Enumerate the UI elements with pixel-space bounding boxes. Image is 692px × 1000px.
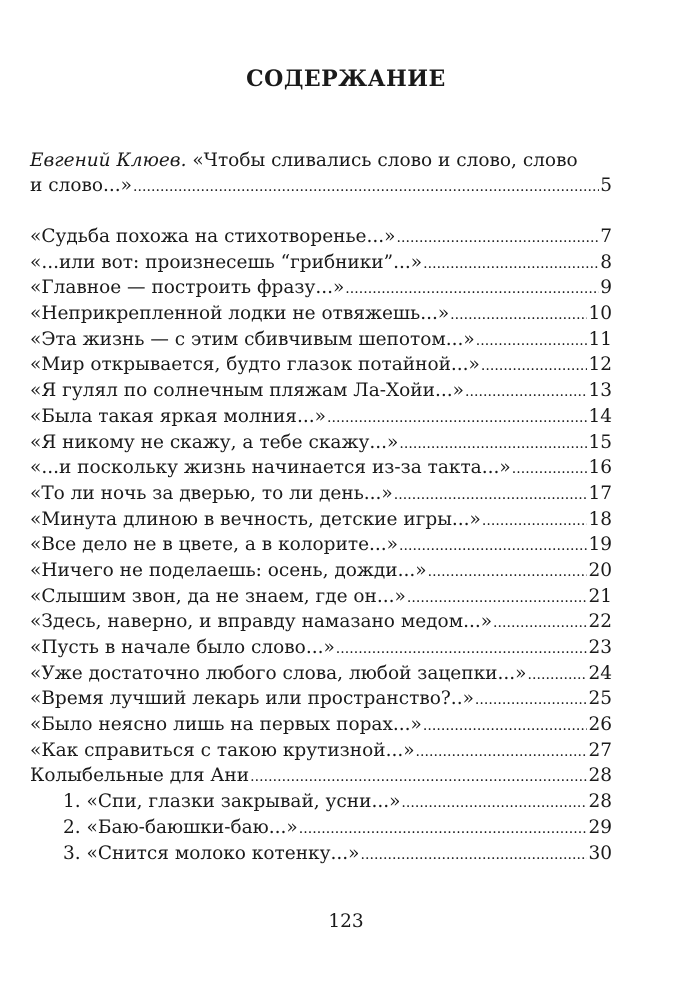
toc-entry-page: 28 [588, 791, 612, 813]
toc-entry-page: 21 [588, 585, 612, 607]
toc-entry-page: 20 [588, 559, 612, 581]
toc-entry-title: «Ничего не поделаешь: осень, дожди...» [30, 559, 427, 581]
toc-entry [30, 841, 612, 867]
toc-entry-title: «Я никому не скажу, а тебе скажу...» [30, 431, 399, 453]
dot-leader [493, 609, 587, 637]
toc-entry-title: «Эта жизнь — с этим сбивчивым шепотом...» [30, 328, 475, 350]
toc-entry-page: 27 [588, 739, 612, 761]
toc-entry-page: 13 [588, 380, 612, 402]
toc-entry-page: 10 [588, 303, 612, 325]
toc-spacer [30, 198, 612, 224]
dot-leader [250, 763, 587, 791]
toc-entry [30, 686, 612, 712]
toc-entry [30, 738, 612, 764]
toc-entry-page: 16 [588, 457, 612, 479]
toc-subentries [30, 789, 612, 866]
toc-entry [30, 481, 612, 507]
toc-entry-title: «Минута длиною в вечность, детские игры...» [30, 508, 481, 530]
toc-entry [30, 712, 612, 738]
dot-leader [345, 275, 599, 303]
toc-intro-line-1 [30, 148, 612, 173]
toc-entry-title: «Судьба похожа на стихотворенье...» [30, 226, 396, 247]
dot-leader [133, 173, 599, 200]
toc-entry-title: «Время лучший лекарь или пространство?..» [30, 688, 474, 710]
toc-entry [30, 609, 612, 635]
toc-entry [30, 584, 612, 610]
dot-leader [512, 455, 588, 483]
toc-entry [30, 455, 612, 481]
toc-entry-page: 9 [600, 277, 612, 299]
toc-entry [30, 763, 612, 789]
dot-leader [475, 686, 588, 714]
toc-entry [30, 507, 612, 533]
toc-entry-title: «Уже достаточно любого слова, любой зацепки...» [30, 662, 527, 684]
toc-entry-page: 17 [588, 482, 612, 504]
toc-entry-page: 19 [588, 534, 612, 556]
toc-entry-title: «...и поскольку жизнь начинается из-за такта...» [30, 457, 511, 479]
toc-intro-title-part-1: «Чтобы сливались слово и слово, слово [186, 150, 578, 171]
toc-entry-title: «Неприкрепленной лодки не отвяжешь...» [30, 303, 450, 325]
toc-entry-page: 26 [588, 714, 612, 736]
toc-intro-title-part-2: и слово...» [30, 175, 132, 196]
toc-entry [30, 327, 612, 353]
toc-entry-title: «...или вот: произнесешь “грибники”...» [30, 251, 423, 273]
dot-leader [465, 378, 588, 406]
toc-entry [30, 275, 612, 301]
toc-entry-title: «Как справиться с такою крутизной...» [30, 739, 415, 761]
toc-entry-title: «Мир открывается, будто глазок потайной...» [30, 354, 480, 376]
toc-entry [30, 635, 612, 661]
toc-entry-page: 29 [588, 816, 612, 838]
toc-entry-page: 14 [588, 405, 612, 427]
dot-leader [482, 507, 588, 535]
page-number: 123 [328, 911, 364, 932]
dot-leader [416, 738, 588, 766]
toc-entry [30, 661, 612, 687]
toc-entry-page: 12 [588, 354, 612, 376]
dot-leader [423, 250, 599, 278]
toc-entry-title: 1. «Спи, глазки закрывай, усни...» [63, 791, 401, 813]
toc-entry-page: 23 [588, 637, 612, 658]
toc-entry-page: 18 [588, 508, 612, 530]
dot-leader [481, 352, 588, 380]
dot-leader [396, 224, 599, 252]
toc-entry-page: 11 [588, 328, 612, 350]
dot-leader [327, 404, 588, 432]
dot-leader [399, 532, 587, 560]
toc-intro-page: 5 [600, 175, 612, 196]
toc-entry-title: Колыбельные для Ани [30, 765, 250, 787]
dot-leader [401, 789, 587, 817]
dot-leader [476, 327, 588, 355]
toc-intro-entry [30, 148, 612, 198]
toc-entry-title: «Все дело не в цвете, а в колорите...» [30, 534, 398, 556]
toc-intro-line-2 [30, 173, 612, 198]
toc-entry-page: 25 [588, 688, 612, 710]
toc-entry-title: «Главное — построить фразу...» [30, 277, 345, 299]
table-of-contents [30, 148, 612, 866]
toc-entry [30, 250, 612, 276]
dot-leader [428, 558, 588, 586]
toc-entry [30, 815, 612, 841]
toc-entry [30, 430, 612, 456]
toc-entry [30, 352, 612, 378]
toc-entry-title: 3. «Снится молоко котенку...» [63, 842, 360, 864]
toc-entry [30, 378, 612, 404]
toc-entries [30, 224, 612, 789]
dot-leader [299, 815, 588, 843]
toc-entry-title: «Я гулял по солнечным пляжам Ла-Хойи...» [30, 380, 464, 402]
dot-leader [407, 584, 588, 612]
toc-entry-title: 2. «Баю-баюшки-баю...» [63, 816, 298, 838]
toc-entry-title: «Здесь, наверно, и вправду намазано медом...» [30, 611, 493, 633]
dot-leader [360, 841, 587, 869]
dot-leader [399, 430, 587, 458]
toc-entry [30, 224, 612, 250]
toc-entry-page: 8 [600, 251, 612, 273]
dot-leader [394, 481, 588, 509]
toc-entry-page: 7 [600, 226, 612, 247]
dot-leader [527, 661, 587, 689]
toc-entry-title: «Слышим звон, да не знаем, где он...» [30, 585, 406, 607]
page-title: СОДЕРЖАНИЕ [246, 66, 446, 92]
toc-entry-page: 30 [588, 842, 612, 864]
toc-entry-title: «Пусть в начале было слово...» [30, 637, 335, 658]
toc-entry-page: 24 [588, 662, 612, 684]
dot-leader [450, 301, 587, 329]
toc-entry [30, 532, 612, 558]
toc-entry-page: 28 [588, 765, 612, 787]
toc-intro-author: Евгений Клюев. [30, 150, 187, 171]
dot-leader [423, 712, 588, 740]
toc-entry [30, 558, 612, 584]
dot-leader [336, 635, 588, 663]
toc-entry [30, 404, 612, 430]
toc-entry-page: 15 [588, 431, 612, 453]
toc-entry [30, 301, 612, 327]
toc-entry-title: «Была такая яркая молния...» [30, 405, 326, 427]
toc-entry-title: «Было неясно лишь на первых порах...» [30, 714, 422, 736]
toc-entry-title: «То ли ночь за дверью, то ли день...» [30, 482, 393, 504]
toc-entry [30, 789, 612, 815]
toc-entry-page: 22 [588, 611, 612, 633]
